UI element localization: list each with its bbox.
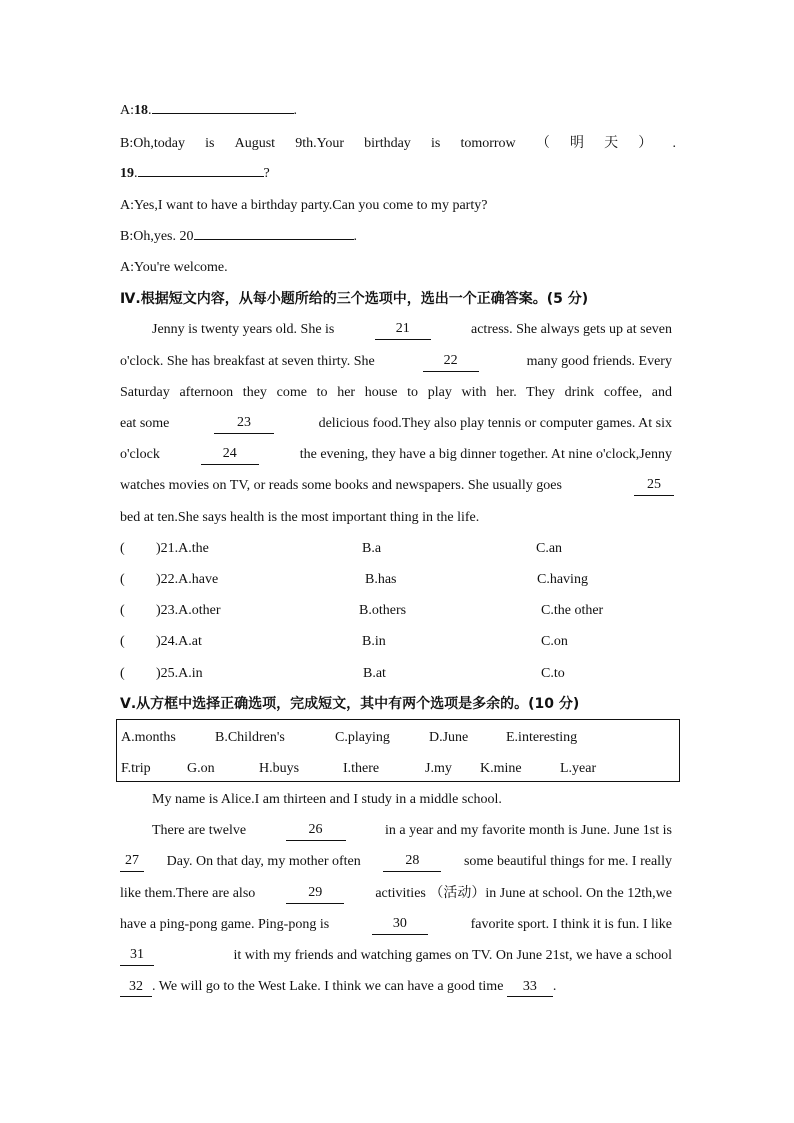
section5-heading: Ⅴ.从方框中选择正确选项，完成短文，其中有两个选项是多余的。(10 分) bbox=[120, 696, 580, 712]
option-b: B.a bbox=[362, 541, 382, 556]
option-c: C.an bbox=[536, 541, 563, 556]
word-option: I.there bbox=[343, 761, 380, 776]
answer-blank-22[interactable]: 22 bbox=[423, 352, 479, 372]
word-option: G.on bbox=[187, 761, 215, 776]
dialogue-a-welcome: A:You're welcome. bbox=[120, 260, 228, 275]
passage-line: Saturday afternoon they come to her house to play with her. They drink coffee, and bbox=[120, 385, 672, 400]
passage-line: 32 . We will go to the West Lake. I think we can have a good time 33 . bbox=[120, 977, 556, 997]
answer-bracket: ( bbox=[120, 603, 125, 618]
passage-line: My name is Alice.I am thirteen and I study in a middle school. bbox=[152, 792, 502, 807]
answer-bracket: ( bbox=[120, 634, 125, 649]
word-box bbox=[116, 719, 680, 782]
answer-blank[interactable] bbox=[138, 176, 264, 177]
option-b: B.in bbox=[362, 634, 386, 649]
dialogue-b-birthday bbox=[120, 134, 676, 154]
answer-bracket: ( bbox=[120, 666, 125, 681]
word-option: E.interesting bbox=[506, 730, 578, 745]
option-b: B.at bbox=[363, 666, 386, 681]
word-option: F.trip bbox=[121, 761, 151, 776]
option-c: C.the other bbox=[541, 603, 604, 618]
option-a: )21.A.the bbox=[156, 541, 209, 556]
option-b: B.others bbox=[359, 603, 407, 618]
answer-blank-32[interactable]: 32 bbox=[120, 978, 152, 997]
word-option: C.playing bbox=[335, 730, 390, 745]
passage-line: 31 it with my friends and watching games on TV. On June 21st, we have a school bbox=[120, 946, 672, 966]
question-number: 19 bbox=[120, 166, 134, 181]
word-option: D.June bbox=[429, 730, 469, 745]
option-a: )22.A.have bbox=[156, 572, 219, 587]
question-number: 18 bbox=[134, 103, 148, 118]
answer-blank-28[interactable]: 28 bbox=[383, 852, 441, 872]
passage-line: 27 Day. On that day, my mother often 28 some beautiful things for me. I really bbox=[120, 852, 672, 872]
word: 9th.Your bbox=[295, 136, 344, 151]
passage-line: Jenny is twenty years old. She is 21 actress. She always gets up at seven bbox=[152, 320, 672, 340]
dialogue-b-yes: B:Oh,yes. 20 . bbox=[120, 229, 357, 244]
word-option: K.mine bbox=[480, 761, 522, 776]
answer-bracket: ( bbox=[120, 541, 125, 556]
answer-blank-30[interactable]: 30 bbox=[372, 915, 428, 935]
word-option: H.buys bbox=[259, 761, 300, 776]
passage-line: There are twelve 26 in a year and my favorite month is June. June 1st is bbox=[152, 821, 672, 841]
word: birthday bbox=[364, 136, 411, 151]
answer-bracket: ( bbox=[120, 572, 125, 587]
answer-blank-31[interactable]: 31 bbox=[120, 946, 154, 966]
passage-line: like them.There are also 29 activities （活动）in June at school. On the 12th,we bbox=[120, 884, 672, 904]
word: （ bbox=[535, 136, 550, 151]
option-a: )25.A.in bbox=[156, 666, 203, 681]
word-option: A.months bbox=[121, 730, 176, 745]
word: 明 bbox=[569, 136, 584, 151]
word-option: J.my bbox=[425, 761, 452, 776]
option-b: B.has bbox=[365, 572, 397, 587]
section4-heading: Ⅳ.根据短文内容，从每小题所给的三个选项中，选出一个正确答案。(5 分) bbox=[120, 291, 589, 307]
word: ） bbox=[638, 136, 653, 151]
word: 天 bbox=[604, 136, 619, 151]
word: B:Oh,today bbox=[120, 136, 185, 151]
passage-line: watches movies on TV, or reads some books and newspapers. She usually goes 25 bbox=[120, 476, 674, 496]
passage-line: o'clock 24 the evening, they have a big dinner together. At nine o'clock,Jenny bbox=[120, 445, 672, 465]
word-option: L.year bbox=[560, 761, 597, 776]
option-c: C.having bbox=[537, 572, 588, 587]
answer-blank[interactable] bbox=[194, 239, 354, 240]
option-a: )23.A.other bbox=[156, 603, 221, 618]
dialogue-q19: 19. ? bbox=[120, 166, 270, 181]
word: tomorrow bbox=[460, 136, 516, 151]
word: . bbox=[672, 136, 676, 151]
answer-blank[interactable] bbox=[152, 113, 294, 114]
option-c: C.on bbox=[541, 634, 568, 649]
answer-blank-25[interactable]: 25 bbox=[634, 476, 674, 496]
word: is bbox=[205, 136, 215, 151]
option-c: C.to bbox=[541, 666, 565, 681]
dialogue-a-party: A:Yes,I want to have a birthday party.Can you come to my party? bbox=[120, 198, 488, 213]
answer-blank-33[interactable]: 33 bbox=[507, 978, 553, 997]
answer-blank-29[interactable]: 29 bbox=[286, 884, 344, 904]
answer-blank-26[interactable]: 26 bbox=[286, 821, 346, 841]
option-a: )24.A.at bbox=[156, 634, 202, 649]
passage-line: bed at ten.She says health is the most important thing in the life. bbox=[120, 510, 480, 525]
word: August bbox=[234, 136, 276, 151]
question-number: 20 bbox=[179, 229, 194, 244]
answer-blank-21[interactable]: 21 bbox=[375, 320, 431, 340]
answer-blank-24[interactable]: 24 bbox=[201, 445, 259, 465]
passage-line: have a ping-pong game. Ping-pong is 30 favorite sport. I think it is fun. I like bbox=[120, 915, 672, 935]
passage-line: eat some 23 delicious food.They also play tennis or computer games. At six bbox=[120, 414, 672, 434]
dialogue-a18: A:18. . bbox=[120, 103, 297, 118]
word-option: B.Children's bbox=[215, 730, 285, 745]
passage-line: o'clock. She has breakfast at seven thirty. She 22 many good friends. Every bbox=[120, 352, 672, 372]
word: is bbox=[430, 136, 441, 151]
answer-blank-27[interactable]: 27 bbox=[120, 852, 144, 872]
answer-blank-23[interactable]: 23 bbox=[214, 414, 274, 434]
